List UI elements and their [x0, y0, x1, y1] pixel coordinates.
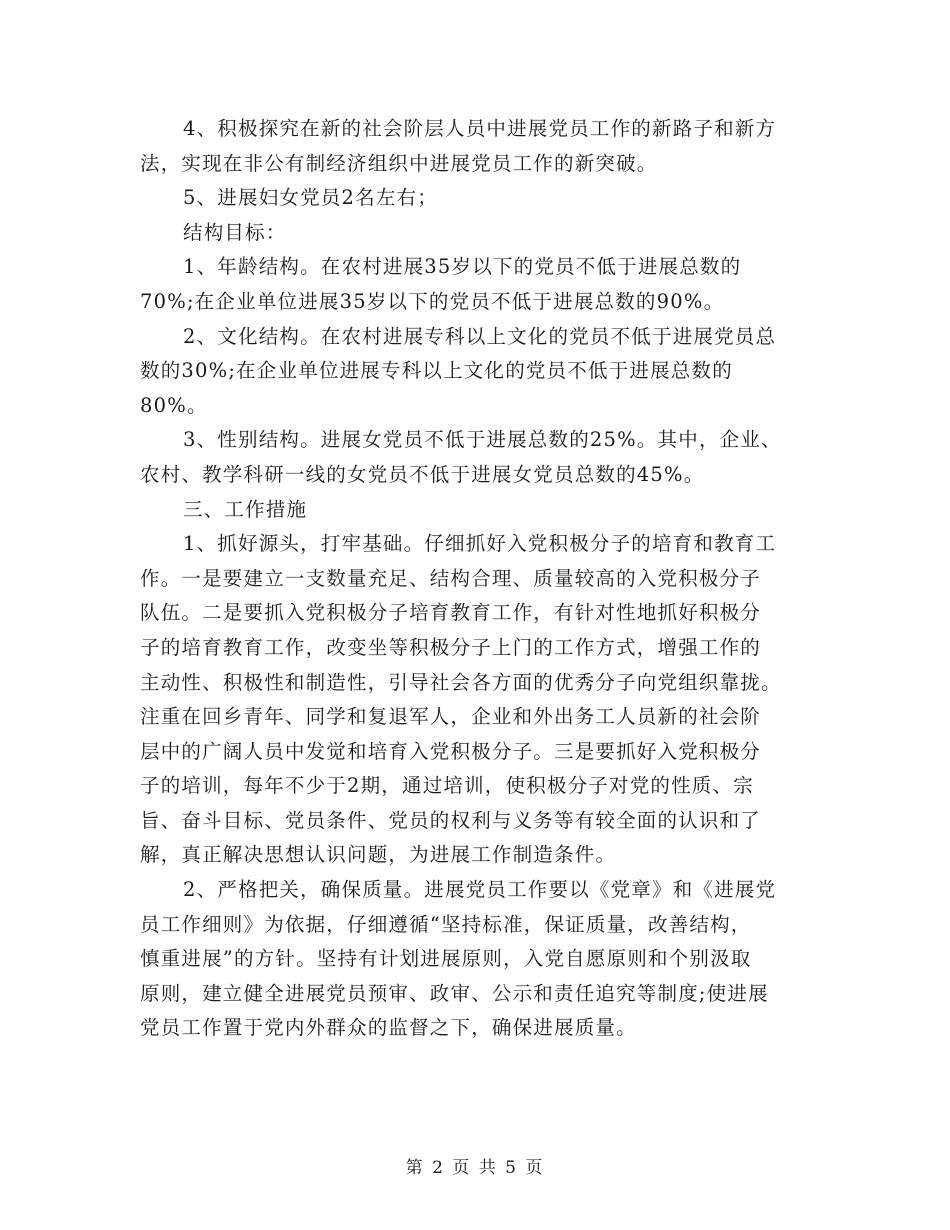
paragraph-line: 4、积极探究在新的社会阶层人员中进展党员工作的新路子和新方: [183, 117, 777, 140]
section-heading: 三、工作措施: [183, 497, 308, 521]
paragraph-line: 70%;在企业单位进展35岁以下的党员不低于进展总数的90%。: [140, 289, 725, 313]
paragraph-line: 慎重进展”的方针。坚持有计划进展原则，入党自愿原则和个别汲取: [140, 947, 752, 971]
paragraph-line: 子的培训，每年不少于2期，通过培训，使积极分子对党的性质、宗: [140, 774, 754, 798]
paragraph-line: 法，实现在非公有制经济组织中进展党员工作的新突破。: [140, 151, 658, 175]
paragraph-line: 1、抓好源头，打牢基础。仔细抓好入党积极分子的培育和教育工: [183, 532, 777, 556]
paragraph-line: 作。一是要建立一支数量充足、结构合理、质量较高的入党积极分子: [140, 566, 762, 590]
paragraph-line: 农村、教学科研一线的女党员不低于进展女党员总数的45%。: [140, 462, 705, 486]
section-heading: 结构目标：: [183, 220, 287, 244]
paragraph-line: 层中的广阔人员中发觉和培育入党积极分子。三是要抓好入党积极分: [140, 739, 762, 763]
document-body: [140, 112, 810, 1046]
paragraph-line: 员工作细则》为依据，仔细遵循“坚持标准，保证质量，改善结构，: [140, 912, 752, 936]
paragraph-line: 原则，建立健全进展党员预审、政审、公示和责任追究等制度;使进展: [140, 981, 769, 1005]
paragraph-line: 2、文化结构。在农村进展专科以上文化的党员不低于进展党员总: [183, 324, 777, 348]
paragraph-line: 3、性别结构。进展女党员不低于进展总数的25%。其中，企业、: [183, 428, 782, 452]
paragraph-line: 2、严格把关，确保质量。进展党员工作要以《党章》和《进展党: [183, 878, 777, 902]
paragraph-line: 子的培育教育工作，改变坐等积极分子上门的工作方式，增强工作的: [140, 635, 762, 659]
paragraph-line: 1、年龄结构。在农村进展35岁以下的党员不低于进展总数的: [183, 255, 742, 279]
paragraph-line: 80%。: [140, 393, 208, 417]
paragraph-line: 5、进展妇女党员2名左右；: [183, 186, 438, 210]
paragraph-line: 注重在回乡青年、同学和复退军人，企业和外出务工人员新的社会阶: [140, 705, 762, 729]
page-number-footer: 第 2 页 共 5 页: [405, 1158, 545, 1178]
paragraph-line: 主动性、积极性和制造性，引导社会各方面的优秀分子向党组织靠拢。: [140, 670, 782, 694]
paragraph-line: 旨、奋斗目标、党员条件、党员的权利与义务等有较全面的认识和了: [140, 808, 762, 832]
paragraph-line: 队伍。二是要抓入党积极分子培育教育工作，有针对性地抓好积极分: [140, 601, 762, 625]
paragraph-line: 党员工作置于党内外群众的监督之下，确保进展质量。: [140, 1016, 637, 1040]
paragraph-line: 解，真正解决思想认识问题，为进展工作制造条件。: [140, 843, 617, 867]
paragraph-line: 数的30%;在企业单位进展专科以上文化的党员不低于进展总数的: [140, 359, 733, 383]
